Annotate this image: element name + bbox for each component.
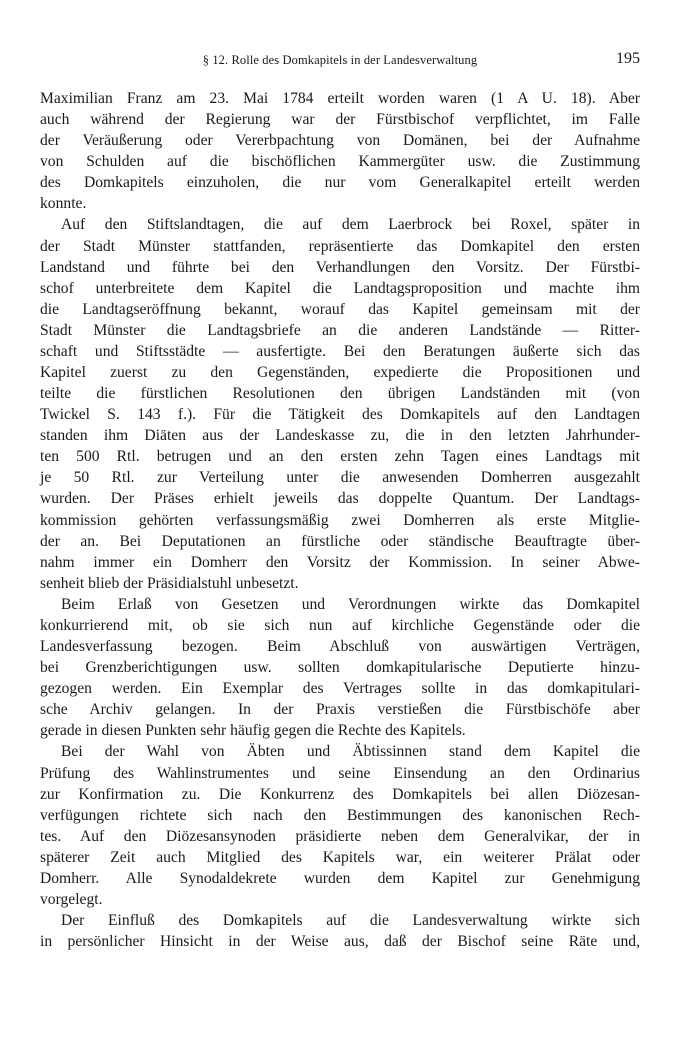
text-line: Maximilian Franz am 23. Mai 1784 erteilt worden waren (1 A U. 18). Aber: [40, 90, 640, 107]
text-line: die Landtagseröffnung bekannt, worauf das Kapitel gemeinsam mit der: [40, 300, 640, 318]
text-line: vorgelegt.: [40, 890, 103, 908]
paragraph: [40, 741, 640, 910]
text-line: Twickel S. 143 f.). Für die Tätigkeit des Domkapitels auf den Landtagen: [40, 406, 640, 424]
text-line: Domherr. Alle Synodaldekrete wurden dem Kapitel zur Genehmigung: [40, 869, 640, 887]
text-line: von Schulden auf die bischöflichen Kammergüter usw. die Zustimmung: [40, 153, 640, 171]
text-line: der an. Bei Deputationen an fürstliche oder ständische Beauftragte über-: [40, 532, 640, 550]
paragraph: [40, 594, 640, 742]
text-line: auch während der Regierung war der Fürstbischof verpflichtet, im Falle: [40, 111, 640, 129]
text-line: Prüfung des Wahlinstrumentes und seine Einsendung an den Ordinarius: [40, 764, 640, 782]
text-line: standen ihm Diäten aus der Landeskasse zu, die in den letzten Jahrhunder-: [40, 427, 640, 445]
text-line: des Domkapitels einzuholen, die nur vom Generalkapitel erteilt werden: [40, 174, 640, 192]
text-line: schaft und Stiftsstädte — ausfertigte. Bei den Beratungen äußerte sich das: [40, 342, 640, 360]
text-line: Kapitel zuerst zu den Gegenständen, expedierte die Propositionen und: [40, 364, 640, 382]
text-line: gerade in diesen Punkten sehr häufig gegen die Rechte des Kapitels.: [40, 722, 466, 740]
text-line: Auf den Stiftslandtagen, die auf dem Laerbrock bei Roxel, später in: [61, 216, 640, 234]
text-line: ten 500 Rtl. betrugen und an den ersten zehn Tagen eines Landtags mit: [40, 448, 640, 466]
text-line: späterer Zeit auch Mitglied des Kapitels war, ein weiterer Prälat oder: [40, 848, 640, 866]
text-line: Landstand und führte bei den Verhandlungen den Vorsitz. Der Fürstbi-: [40, 258, 640, 276]
text-line: gezogen werden. Ein Exemplar des Vertrages sollte in das domkapitulari-: [40, 680, 640, 698]
text-line: schof unterbreitete dem Kapitel die Landtagsproposition und machte ihm: [40, 279, 640, 297]
text-line: Bei der Wahl von Äbten und Äbtissinnen stand dem Kapitel die: [61, 743, 640, 761]
text-line: zur Konfirmation zu. Die Konkurrenz des Domkapitels bei allen Diözesan-: [40, 785, 640, 803]
paragraph: [40, 910, 640, 952]
chapter-title: § 12. Rolle des Domkapitels in der Landesverwaltung: [202, 53, 478, 67]
text-line: tes. Auf den Diözesansynoden präsidierte neben dem Generalvikar, der in: [40, 827, 640, 845]
text-line: der Stadt Münster stattfanden, repräsentierte das Domkapitel den ersten: [40, 237, 640, 255]
text-line: kommission gehörten verfassungsmäßig zwei Domherren als erste Mitglie-: [40, 511, 640, 529]
text-line: in persönlicher Hinsicht in der Weise aus, daß der Bischof seine Räte und,: [40, 933, 640, 951]
body-text: [40, 88, 640, 952]
text-line: nahm immer ein Domherr den Vorsitz der Kommission. In seiner Abwe-: [40, 553, 640, 571]
text-line: wurden. Der Präses erhielt jeweils das doppelte Quantum. Der Landtags-: [40, 490, 640, 508]
text-line: Beim Erlaß von Gesetzen und Verordnungen wirkte das Domkapitel: [61, 595, 640, 613]
text-line: der Veräußerung oder Vererbpachtung von Domänen, bei der Aufnahme: [40, 132, 640, 150]
paragraph: [40, 88, 640, 214]
text-line: je 50 Rtl. zur Verteilung unter die anwesenden Domherren ausgezahlt: [40, 469, 640, 487]
running-head: [40, 50, 640, 70]
text-line: konkurrierend mit, ob sie sich nun auf kirchliche Gegenstände oder die: [40, 616, 640, 634]
text-line: bei Grenzberichtigungen usw. sollten domkapitularische Deputierte hinzu-: [40, 659, 640, 677]
text-line: Der Einfluß des Domkapitels auf die Landesverwaltung wirkte sich: [61, 912, 640, 930]
text-line: senheit blieb der Präsidialstuhl unbesetzt.: [40, 574, 299, 592]
page-number: 195: [616, 50, 640, 67]
text-line: verfügungen richtete sich nach den Bestimmungen des kanonischen Rech-: [40, 806, 640, 824]
text-line: Stadt Münster die Landtagsbriefe an die anderen Landstände — Ritter-: [40, 321, 640, 339]
text-line: konnte.: [40, 195, 87, 213]
text-line: Landesverfassung bezogen. Beim Abschluß von auswärtigen Verträgen,: [40, 638, 640, 656]
paragraph: [40, 214, 640, 593]
text-line: teilte die fürstlichen Resolutionen den übrigen Landständen mit (von: [40, 385, 640, 403]
text-line: sche Archiv gelangen. In der Praxis verstießen die Fürstbischöfe aber: [40, 701, 640, 719]
